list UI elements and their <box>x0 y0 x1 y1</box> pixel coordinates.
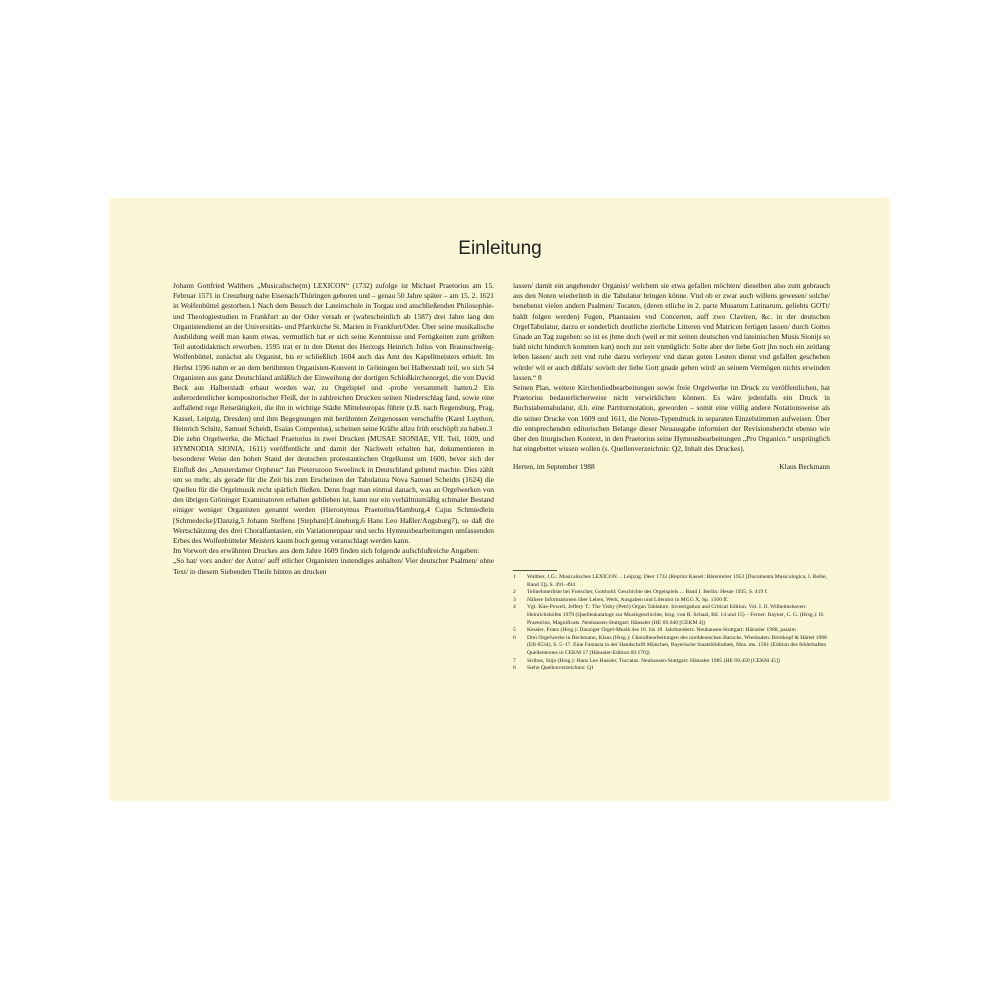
paragraph: „So hat/ vors ander/ der Autor/ auff etlicher Organisten instendiges anhalten/ Vier deutscher Psalmen/ ohne Text/ in diesem Siebenden Theile hinten an drucken <box>173 556 494 576</box>
footnote-text: Stribos, Stijn (Hrsg.): Hans Leo Hassler, Toccatas. Neuhausen-Stuttgart: Hänssler 1985 (HE 69.450 [CEKM 45]) <box>527 657 780 664</box>
footnote-text: Siehe Quellenverzeichnis: Q1 <box>527 665 594 672</box>
footnote-number: 7 <box>513 657 516 664</box>
footnote-text: Nähere Informationen über Leben, Werk, Ausgaben und Literatur in MGG X, Sp. 1560 ff. <box>527 596 729 603</box>
footnote-number: 4 <box>513 604 516 611</box>
footnote-number: 8 <box>513 665 516 672</box>
footnote-number: 3 <box>513 596 516 603</box>
paragraph: Johann Gottfried Walthers „Musicalische(m) LEXICON“ (1732) zufolge ist Michael Praetorius am 15. Februar 1571 in Creuzburg nahe Eisenach/Thüringen geboren und – genau 50 Jahre später – am 15. 2. 1621 in Wolfenbüttel gestorben.1 Nach dem Besuch der Lateinschule in Torgau und anschließenden Philosophie- und Theologiestudien in Frankfurt an der Oder versah er (wahrscheinlich ab 1587) drei Jahre lang den Organistendienst an der Universitäts- und Pfarrkirche St. Marien in Frankfurt/Oder. Über seine musikalische Ausbildung weiß man kaum etwas, vermutlich hat er sich seine Kenntnisse und Fertigkeiten zum größten Teil autodidaktisch erworben. 1595 trat er in den Dienst des Herzogs Heinrich Julius von Braunschweig-Wolfenbüttel, zunächst als Organist, bis er schließlich 1604 auch das Amt des Kapellmeisters erhielt. Im Herbst 1596 nahm er an dem berühmten Organisten-Konvent in Gröningen bei Halberstadt teil, wo sich 54 Organisten aus ganz Deutschland anläßlich der Einweihung der dortigen Schloßkirchenorgel, die von David Beck aus Halberstadt erbaut worden war, zu Orgelspiel und -probe versammelt hatten.2 Ein außerordentlicher kompositorischer Fleiß, der in zahlreichen Drucken seinen Niederschlag fand, sowie eine auffallend rege Reisetätigkeit, die ihn in wichtige Städte Mitteleuropas führte (z.B. nach Regensburg, Prag, Kassel, Leipzig, Dresden) und ihm Begegnungen mit berühmten Zeitgenossen verschaffte (Karel Luython, Heinrich Schütz, Samuel Scheidt, Esaias Compenius), scheinen seine Kräfte allzu früh erschöpft zu haben.3 <box>173 281 494 433</box>
footnote <box>513 589 830 597</box>
footnote-text: Walther, J.G.: Musicalisches LEXICON ... Leipzig: Deer 1732 (Reprint Kassel: Bärenreiter 1953 [Documenta Musicologica, I. Reihe, Band 3]), S. 491–494 <box>527 574 828 588</box>
footnote <box>513 658 830 666</box>
page-title: Einleitung <box>458 238 542 259</box>
footnote-text: Kessler, Franz (Hrsg.): Danziger Orgel-Musik des 16. bis 18. Jahrhunderts. Neuhausen-Stuttgart: Hänssler 1988, passim <box>527 627 796 634</box>
signature-line <box>513 462 830 472</box>
paragraph: Die zehn Orgelwerke, die Michael Praetorius in zwei Drucken (MUSAE SIONIAE, VII. Teil, 1609, und HYMNODIA SIONIA, 1611) veröffentlicht und damit der Nachwelt erhalten hat, dokumentieren in besonderer Weise den hohen Stand der deutschen protestantischen Orgelkunst um 1600, bevor sich der Einfluß des „Amsterdamer Orpheus“ Jan Pieterszoon Sweelinck in Deutschland geltend machte. Dies zählt um so mehr, als gerade für die Zeit bis zum Erscheinen der Tabulatura Nova Samuel Scheidts (1624) die Quellen für die Orgelmusik recht spärlich fließen. Denn fragt man einmal danach, was an Orgelwerken von den übrigen Gröninger Examinatoren erhalten geblieben ist, kann nur ein verhältnismäßig schmaler Bestand einiger weniger Organisten genannt werden (Hieronymus Praetorius/Hamburg,4 Cajus Schmiedlein [Schmedecke]/Danzig,5 Johann Steffens [Stephani]/Lüneburg,6 Hans Leo Haßler/Augsburg7), so daß die Wertschätzung des drei Choralfantasien, ein Variationenpaar und sechs Hymnusbearbeitungen umfassenden Erbes des Wolfenbütteler Meisters kaum hoch genug veranschlagt werden kann. <box>173 434 494 546</box>
footnote <box>513 635 830 658</box>
right-text-column <box>513 281 830 473</box>
footnote-number: 1 <box>513 574 516 580</box>
footnote-text: Vgl. Kite-Powell, Jeffery T.: The Visby (Petri) Organ Tablature. Investigation and Critical Edition. Vol. I. II. Wilhelmshaven: Heinrichshofen 1979 (Quellenkataloge zur Musikgeschichte, hrsg. von R. Schaal, Bd. 14 und 15) – Ferner: Rayner, C. G. (Hrsg.): H. Praetorius, Magnificats. Neuhausen-Stuttgart: Hänssler (HE 69.040 [CEKM 4]) <box>527 604 825 626</box>
footnote-divider <box>513 570 557 571</box>
paragraph: lassen/ damit ein angehender Organist/ welchem sie etwa gefallen möchten/ dieselben also zum gebrauch aus den Noten wiederümb in die Tabulatur bringen könne. Vnd ob er zwar auch willens gewesen/ solche/ benebenst vielen andern Psalmen/ Tocaten, (deren etliche in 2. parte Musarum Latinarum, geliebts GOTt/ baldt folgen werden) Fugen, Phantasien vnd Concerten, auff zwo Claviren, &c. in der deutschen OrgelTabulatur, darzu er sonderlich deutliche zierliche Litteren vnd Matricen fertigen lassen/ durch Gottes Gnade an Tag zugeben: so ist es jhme doch (weil er mit seinen deutschen vnd lateinischen Musis Sionijs so bald nicht hindurch kommen kan) noch zur zeit vnmüglich: Solte aber der liebe Gott jhn noch ein zeitlang leben lassen/ auch zeit vnd ruhe darzu verleyen/ vnd daran guten Leuten dienst vnd gefallen geschehen würde/ wil er auch dißfals/ sovielt der liebe Gott gnade geben wird/ an seinem Vermögen nichts erwinden lassen.“ 8 <box>513 281 830 382</box>
document-page <box>110 198 890 801</box>
left-text-column <box>173 281 494 577</box>
footnote-number: 5 <box>513 627 516 634</box>
place-date: Herten, im September 1988 <box>513 462 595 472</box>
paragraph: Seinen Plan, weitere Kirchenliedbearbeitungen sowie freie Orgelwerke im Druck zu veröffentlichen, hat Praetorius bedauerlicherweise nicht verwirklichen können. Es wäre jedenfalls ein Druck in Buchstabentabulatur, d.h. eine Partiturnotation, geworden – somit eine völlig andere Notationsweise als die seiner Drucke von 1609 und 1611, die Noten-Typendruck in separaten Einzelstimmen aufweisen. Über die entsprechenden editorischen Belange dieser Neuausgabe informiert der Revisionsbericht ebenso wie über den liturgischen Kontext, in den Praetorius seine Hymnusbearbeitungen „Pro Organico.“ ursprünglich hat eingebettet wissen wollen (s. Quellenverzeichnis: Q2, Inhalt des Druckes). <box>513 383 830 454</box>
footnote-text: Teilnehmerliste bei Frotscher, Gotthold: Geschichte des Orgelspiels ... Band I. Berlin: Hesse 1935, S. 419 f. <box>527 589 768 596</box>
author-name: Klaus Beckmann <box>779 462 830 472</box>
footnote-text: Drei Orgelwerke in Beckmann, Klaus (Hrsg.): Choralbearbeitungen des norddeutschen Barocks. Wiesbaden: Breitkopf & Härtel 1988 (EB 8534), S. 5–17. Eine Fantasia in der Handschrift München, Bayerische Staatsbibliothek, Mus. ms. 1581 (Edition des fehlerhaften Quellentextes in CEKM 17 [Hänssler-Edition 69.170]) <box>527 634 827 656</box>
footnote <box>513 604 830 627</box>
footnotes <box>513 574 830 673</box>
footnote <box>513 627 830 635</box>
footnote <box>513 574 830 589</box>
paragraph: Im Vorwort des erwähnten Druckes aus dem Jahre 1609 finden sich folgende aufschlußreiche Angaben: <box>173 546 480 556</box>
footnote <box>513 665 830 673</box>
footnote-number: 2 <box>513 589 516 596</box>
footnote-number: 6 <box>513 634 516 641</box>
